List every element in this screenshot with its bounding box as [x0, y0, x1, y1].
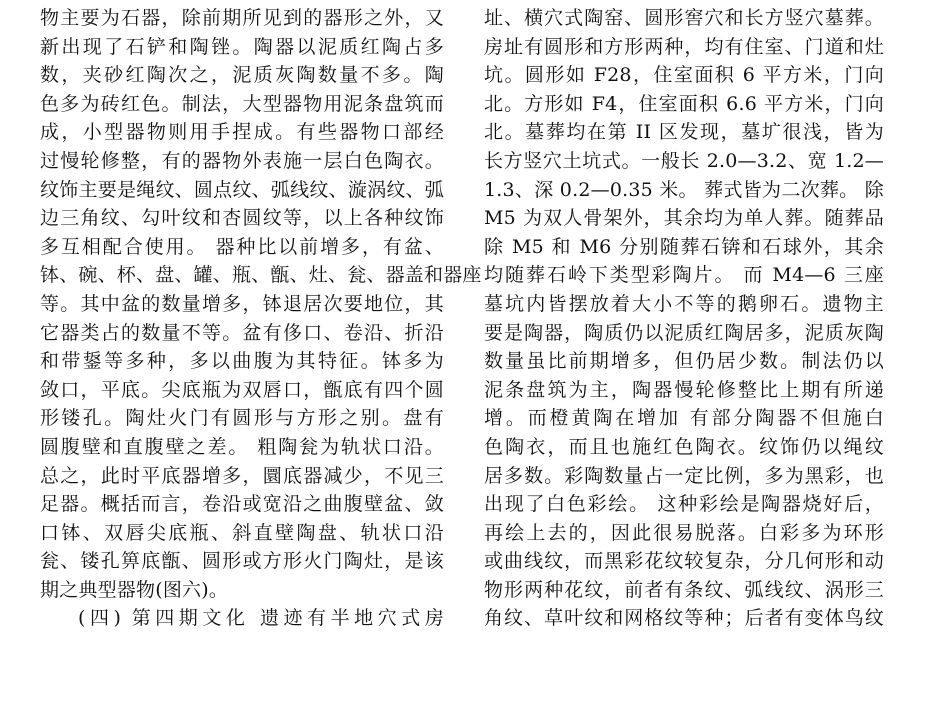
text-line: 钵、碗、杯、盘、罐、瓶、甑、灶、瓮、器盖和器座: [40, 264, 482, 287]
text-line: 纹饰主要是绳纹、圆点纹、弧线纹、漩涡纹、弧: [40, 178, 444, 201]
text-line: 期之典型器物(图六)。: [40, 578, 229, 601]
text-line: 成，小型器物则用手捏成。有些器物口部经: [40, 121, 444, 144]
text-line: 要是陶器，陶质仍以泥质红陶居多，泥质灰陶: [484, 321, 884, 344]
text-line: 除 M5 和 M6 分别随葬石锛和石球外，其余: [484, 235, 884, 258]
text-line: 居多数。彩陶数量占一定比例，多为黑彩，也: [484, 464, 884, 487]
text-line: 数，夹砂红陶次之，泥质灰陶数量不多。陶: [40, 64, 444, 87]
text-line: M5 为双人骨架外，其余均为单人葬。随葬品: [484, 207, 884, 230]
right-text-column: [484, 4, 884, 633]
text-line: 1.3、深 0.2—0.35 米。 葬式皆为二次葬。 除: [484, 178, 884, 201]
text-line: 角纹、草叶纹和网格纹等种；后者有变体鸟纹: [484, 607, 884, 630]
text-line: 瓮、镂孔箅底甑、圆形或方形火门陶灶，是该: [40, 550, 444, 573]
text-line: 过慢轮修整，有的器物外表施一层白色陶衣。: [40, 149, 444, 172]
text-line: 色多为砖红色。制法，大型器物用泥条盘筑而: [40, 92, 444, 115]
text-line: 数量虽比前期增多，但仍居少数。制法仍以: [484, 350, 884, 373]
text-line: 坑。圆形如 F28，住室面积 6 平方米，门向: [484, 64, 884, 87]
text-line: 等。其中盆的数量增多，钵退居次要地位，其: [40, 292, 444, 315]
text-line: 长方竖穴土坑式。一般长 2.0—3.2、宽 1.2—: [484, 149, 884, 172]
text-line: 出现了白色彩绘。 这种彩绘是陶器烧好后，: [484, 493, 884, 516]
text-line: 墓坑内皆摆放着大小不等的鹅卵石。遗物主: [484, 292, 884, 315]
text-line: 新出现了石铲和陶锉。陶器以泥质红陶占多: [40, 35, 444, 58]
text-line: 北。墓葬均在第 II 区发现，墓圹很浅，皆为: [484, 121, 884, 144]
text-line: 址、横穴式陶窑、圆形窖穴和长方竖穴墓葬。: [484, 7, 884, 29]
text-line: 房址有圆形和方形两种，均有住室、门道和灶: [484, 35, 884, 58]
text-line: 多互相配合使用。 器种比以前增多，有盆、: [40, 235, 444, 258]
text-line: 口钵、双唇尖底瓶、斜直壁陶盘、轨状口沿: [40, 521, 444, 544]
text-line: 敛口，平底。尖底瓶为双唇口，甑底有四个圆: [40, 378, 444, 401]
text-line: 和带鋬等多种，多以曲腹为其特征。钵多为: [40, 350, 444, 373]
text-line: 色陶衣，而且也施红色陶衣。纹饰仍以绳纹: [484, 435, 884, 458]
left-text-column: [40, 4, 482, 633]
section-heading-line: (四) 第四期文化 遗迹有半地穴式房: [78, 607, 444, 630]
text-line: 足器。概括而言，卷沿或宽沿之曲腹壁盆、敛: [40, 493, 444, 516]
text-line: 物形两种花纹，前者有条纹、弧线纹、涡形三: [484, 578, 884, 601]
text-line: 它器类占的数量不等。盆有侈口、卷沿、折沿: [40, 321, 444, 344]
text-line: 物主要为石器，除前期所见到的器形之外，又: [40, 7, 444, 29]
text-line: 或曲线纹，而黑彩花纹较复杂，分几何形和动: [484, 550, 884, 573]
text-line: 边三角纹、勾叶纹和杏圆纹等，以上各种纹饰: [40, 207, 444, 230]
text-line: 北。方形如 F4，住室面积 6.6 平方米，门向: [484, 92, 884, 115]
text-line: 均随葬石岭下类型彩陶片。 而 M4—6 三座: [484, 264, 884, 287]
text-line: 圆腹壁和直腹壁之差。 粗陶瓮为轨状口沿。: [40, 435, 444, 458]
text-line: 增。而橙黄陶在增加 有部分陶器不但施白: [484, 407, 884, 430]
text-line: 泥条盘筑为主，陶器慢轮修整比上期有所递: [484, 378, 884, 401]
text-line: 形镂孔。陶灶火门有圆形与方形之别。盘有: [40, 407, 444, 430]
text-line: 再绘上去的，因此很易脱落。白彩多为环形: [484, 521, 884, 544]
text-line: 总之，此时平底器增多，圜底器减少，不见三: [40, 464, 444, 487]
